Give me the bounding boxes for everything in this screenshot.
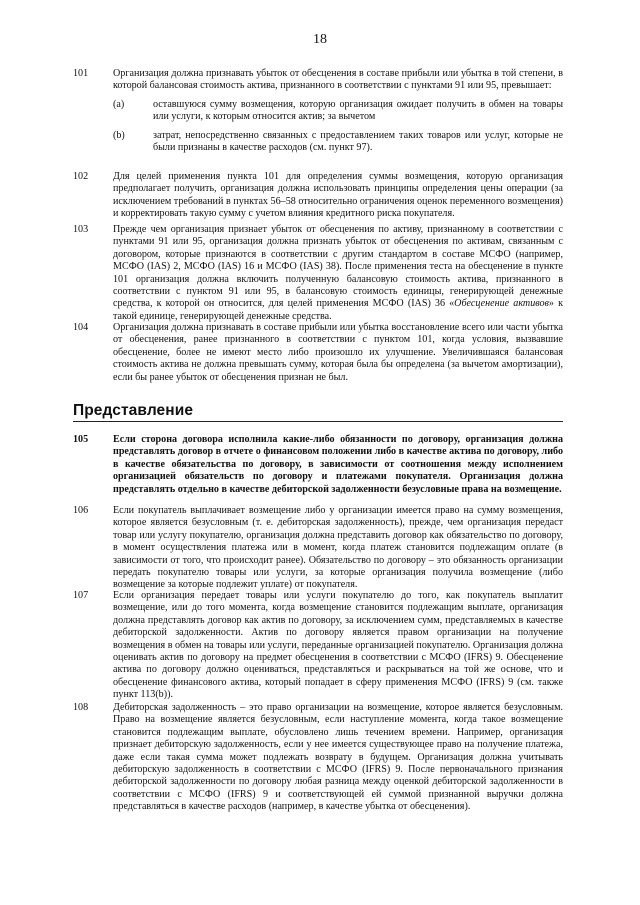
paragraph-107 [73, 590, 563, 702]
list-item-text: затрат, непосредственно связанных с предоставлением таких товаров или услуг, которые не были признаны в качестве расходов (см. пункт 97). [153, 129, 563, 154]
standard-title: Обесценение активов [454, 298, 549, 310]
list-item [113, 130, 563, 155]
paragraph-106 [73, 505, 563, 592]
paragraph-number: 104 [73, 322, 89, 333]
paragraph-text-part: » к такой единице, генерирующей денежные средства. [113, 298, 563, 322]
heading-divider [73, 421, 563, 422]
paragraph-number: 106 [73, 505, 89, 516]
paragraph-108 [73, 702, 563, 814]
list-item [113, 99, 563, 124]
paragraph-number: 102 [73, 171, 89, 182]
paragraph-number: 107 [73, 590, 89, 601]
paragraph-text: Если покупатель выплачивает возмещение либо у организации имеется право на сумму возмещения, которое является безусловным (т. е. дебиторская задолженность), прежде, чем организация передаст товар или услугу покупателю, организация должна представить договор как обязательство по договору, в момент осуществления платежа или в момент, когда платеж становится подлежащим оплате (в зависимости от того, что происходит ранее). Обязательство по договору – это обязанность организации передать покупателю товары или услуги, за которые организация получила возмещение (либо возмещение за которые подлежит уплате) от покупателя. [113, 505, 563, 591]
paragraph-text-part: Прежде чем организация признает убыток от обесценения по активу, признанному в соответствии с пунктами 91 или 95, организация должна признать убыток от обесценения по активам, связанным с договором, которые признаются в соответствии с другим стандартом в составе МСФО (например, МСФО (IAS) 2, МСФО (IAS) 16 и МСФО (IAS) 38). После применения теста на обесценение в пункте 101 организация должна включить полученную балансовую стоимость актива, признанного в соответствии с пунктом 91 или 95, в балансовую стоимость единицы, генерирующей денежные средства, к которой он относится, для целей применения МСФО (IAS) 36 « [113, 224, 563, 310]
list-item-label: (a) [113, 98, 125, 110]
list-item-label: (b) [113, 129, 125, 141]
paragraph-103 [73, 224, 563, 323]
list-item-text: оставшуюся сумму возмещения, которую организация ожидает получить в обмен на товары или услуги, к которым относится актив; за вычетом [153, 98, 563, 123]
paragraph-text: Если сторона договора исполнила какие-либо обязанности по договору, организация должна представлять договор в отчете о финансовом положении либо в качестве актива по договору, либо в качестве обязательства по договору, в зависимости от соотношения между исполнением организацией обязательств по договору и платежами покупателя. Организация должна представлять отдельно в качестве дебиторской задолженности безусловные права на возмещение. [113, 434, 563, 495]
paragraph-number: 101 [73, 68, 89, 79]
paragraph-text: Дебиторская задолженность – это право организации на возмещение, которое является безусловным. Право на возмещение является безусловным, если наступление момента, когда такое возмещение становится подлежащим выплате, обусловлено лишь течением времени. Например, организация признает дебиторскую задолженность, если у нее имеется существующее право на получение платежа, даже если такая сумма может подлежать возврату в будущем. Организация должна учитывать дебиторскую задолженность в соответствии с МСФО (IFRS) 9. После первоначального признания дебиторской задолженности по договору любая разница между оценкой дебиторской задолженности в соответствии с МСФО (IFRS) 9 и соответствующей ей суммой признанной выручки должна представляться в качестве расходов (например, в качестве убытка от обесценения). [113, 702, 563, 813]
section-heading: Представление [73, 402, 194, 419]
paragraph-104 [73, 322, 563, 384]
paragraph-text: Организация должна признавать убыток от обесценения в составе прибыли или убытка в той степени, в которой балансовая стоимость актива, признанного в соответствии с пунктами 91 или 95, превышает: [113, 68, 563, 92]
paragraph-number: 103 [73, 224, 89, 235]
paragraph-number: 105 [73, 434, 89, 445]
page-number: 18 [313, 32, 327, 47]
paragraph-text [113, 224, 563, 323]
paragraph-105 [73, 434, 563, 496]
paragraph-101 [73, 68, 563, 154]
paragraph-text: Для целей применения пункта 101 для определения суммы возмещения, которую организация предполагает получить, организация должна использовать принципы определения цены операции (за исключением требований в пунктах 56–58 относительно ограничения оценок переменного возмещения) и корректировать такую сумму с учетом влияния кредитного риска покупателя. [113, 171, 563, 220]
paragraph-text: Организация должна признавать в составе прибыли или убытка восстановление всего или части убытка от обесценения, ранее признанного в соответствии с пунктом 101, когда условия, вызвавшие обесценение, более не имеют место либо произошло их улучшение. Увеличившаяся балансовая стоимость актива не должна превышать сумму, которая была бы определена (за вычетом амортизации), если бы ранее убыток от обесценения признан не был. [113, 322, 563, 383]
paragraph-number: 108 [73, 702, 89, 713]
paragraph-text: Если организация передает товары или услуги покупателю до того, как покупатель выплатит возмещение, или до того момента, когда возмещение становится подлежащим выплате, организация должна представлять договор как актив по договору, за исключением сумм, представляемых в качестве дебиторской задолженности. Актив по договору является правом организации на получение возмещения в обмен на товары или услуги, переданные организацией покупателю. Организация должна оценивать актив по договору на предмет обесценения в соответствии с МСФО (IFRS) 9. Обесценение актива по договору должно оцениваться, представляться и раскрываться на той же основе, что и обесценение финансового актива, который попадает в сферу применения МСФО (IFRS) 9 (см. также пункт 113(b)). [113, 590, 563, 701]
paragraph-102 [73, 171, 563, 221]
